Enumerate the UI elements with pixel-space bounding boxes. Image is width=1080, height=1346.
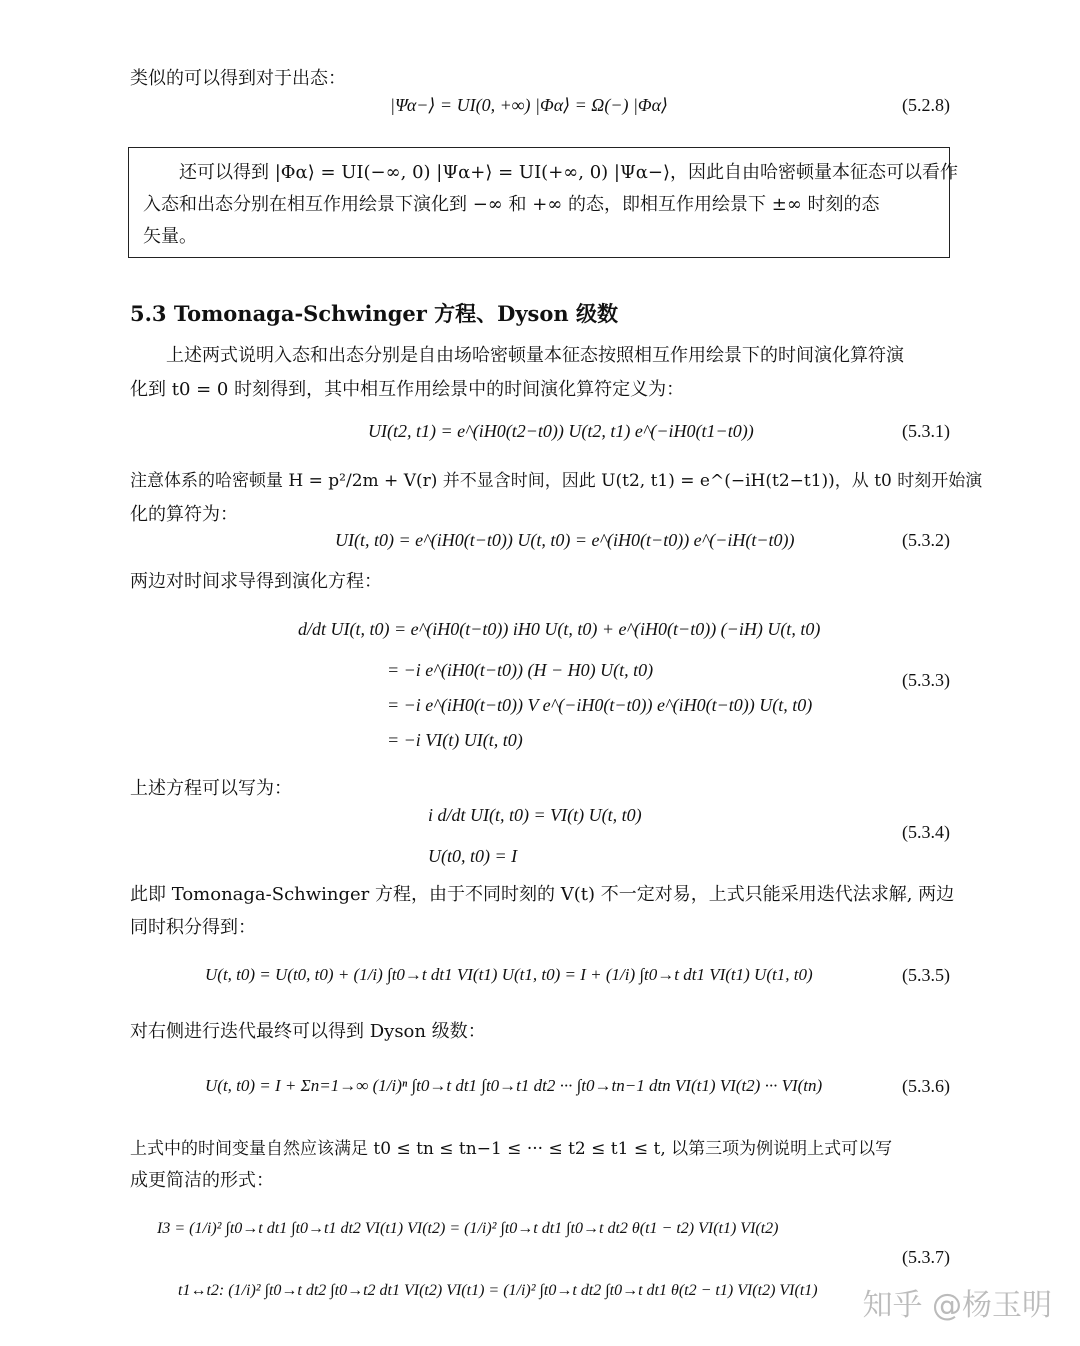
equation-5-3-5: U(t, t0) = U(t0, t0) + (1/i) ∫t0→t dt1 VI(t1) U(t1, t0) = I + (1/i) ∫t0→t dt1 VI(t1) U(t1, t0): [205, 965, 813, 984]
eq-number-5-3-5: (5.3.5): [902, 965, 950, 985]
equation-5-3-1: UI(t2, t1) = e^(iH0(t2−t0)) U(t2, t1) e^(−iH0(t1−t0)): [368, 421, 754, 441]
paragraph-3-line-2: 化的算符为：: [130, 504, 238, 525]
paragraph-6-line-1: 此即 Tomonaga-Schwinger 方程，由于不同时刻的 V(t) 不一定对易，上式只能采用迭代法求解, 两边: [130, 884, 955, 905]
equation-5-3-3-row-4: = −i VI(t) UI(t, t0): [387, 730, 523, 750]
paragraph-8-line-2: 成更简洁的形式：: [130, 1170, 274, 1191]
equation-5-2-8: |Ψα−⟩ = UI(0, +∞) |Φα⟩ = Ω(−) |Φα⟩: [390, 95, 669, 115]
eq-number-5-3-7: (5.3.7): [902, 1247, 950, 1267]
section-heading: 5.3 Tomonaga-Schwinger 方程、Dyson 级数: [130, 301, 618, 326]
eq-number-5-3-4: (5.3.4): [902, 822, 950, 842]
paragraph-2-line-2: 化到 t0 = 0 时刻得到，其中相互作用绘景中的时间演化算符定义为：: [130, 379, 685, 400]
paragraph-3-line-1: 注意体系的哈密顿量 H = p²/2m + V(r) 并不显含时间，因此 U(t2, t1) = e^(−iH(t2−t1))，从 t0 时刻开始演: [130, 471, 983, 491]
eq-number-5-3-3: (5.3.3): [902, 670, 950, 690]
equation-5-3-4-row-2: U(t0, t0) = I: [428, 846, 518, 866]
equation-5-3-6: U(t, t0) = I + Σn=1→∞ (1/i)ⁿ ∫t0→t dt1 ∫t0→t1 dt2 ··· ∫t0→tn−1 dtn VI(t1) VI(t2) ··· VI(tn): [205, 1076, 823, 1095]
paragraph-7: 对右侧进行迭代最终可以得到 Dyson 级数：: [130, 1021, 486, 1042]
paragraph-4: 两边对时间求导得到演化方程：: [130, 571, 382, 592]
equation-5-3-2: UI(t, t0) = e^(iH0(t−t0)) U(t, t0) = e^(iH0(t−t0)) e^(−iH(t−t0)): [335, 530, 795, 550]
remark-line-1: 还可以得到 |Φα⟩ = UI(−∞, 0) |Ψα+⟩ = UI(+∞, 0) |Ψα−⟩，因此自由哈密顿量本征态可以看作: [179, 162, 959, 183]
paragraph-8-line-1: 上式中的时间变量自然应该满足 t0 ≤ tn ≤ tn−1 ≤ ··· ≤ t2 ≤ t1 ≤ t, 以第三项为例说明上式可以写: [130, 1139, 893, 1159]
remark-box: [128, 147, 959, 258]
paragraph-5: 上述方程可以写为：: [130, 778, 292, 799]
remark-line-3: 矢量。: [143, 226, 197, 247]
equation-5-3-4-row-1: i d/dt UI(t, t0) = VI(t) U(t, t0): [428, 805, 642, 825]
paragraph-outgoing-state: 类似的可以得到对于出态：: [130, 68, 346, 89]
equation-5-3-3-row-1: d/dt UI(t, t0) = e^(iH0(t−t0)) iH0 U(t, t0) + e^(iH0(t−t0)) (−iH) U(t, t0): [298, 619, 821, 639]
equation-5-3-7-row-1: I3 = (1/i)² ∫t0→t dt1 ∫t0→t1 dt2 VI(t1) VI(t2) = (1/i)² ∫t0→t dt1 ∫t0→t dt2 θ(t1 − t2) VI(t1) VI(t2): [157, 1220, 779, 1237]
eq-number-5-3-2: (5.3.2): [902, 530, 950, 550]
equation-5-3-3-row-2: = −i e^(iH0(t−t0)) (H − H0) U(t, t0): [387, 660, 654, 680]
eq-number-5-2-8: (5.2.8): [902, 95, 950, 115]
paragraph-2-line-1: 上述两式说明入态和出态分别是自由场哈密顿量本征态按照相互作用绘景下的时间演化算符演: [166, 345, 904, 366]
eq-number-5-3-6: (5.3.6): [902, 1076, 950, 1096]
watermark: 知乎 @杨玉明: [862, 1288, 1052, 1323]
equation-5-3-7-row-2: t1↔t2: (1/i)² ∫t0→t dt2 ∫t0→t2 dt1 VI(t2) VI(t1) = (1/i)² ∫t0→t dt2 ∫t0→t dt1 θ(t2 − t1) VI(t2) VI(t1): [178, 1282, 818, 1299]
equation-5-3-3-row-3: = −i e^(iH0(t−t0)) V e^(−iH0(t−t0)) e^(iH0(t−t0)) U(t, t0): [387, 695, 813, 715]
remark-line-2: 入态和出态分别在相互作用绘景下演化到 −∞ 和 +∞ 的态，即相互作用绘景下 ±∞ 时刻的态: [143, 194, 880, 215]
eq-number-5-3-1: (5.3.1): [902, 421, 950, 441]
paragraph-6-line-2: 同时积分得到：: [130, 917, 256, 938]
